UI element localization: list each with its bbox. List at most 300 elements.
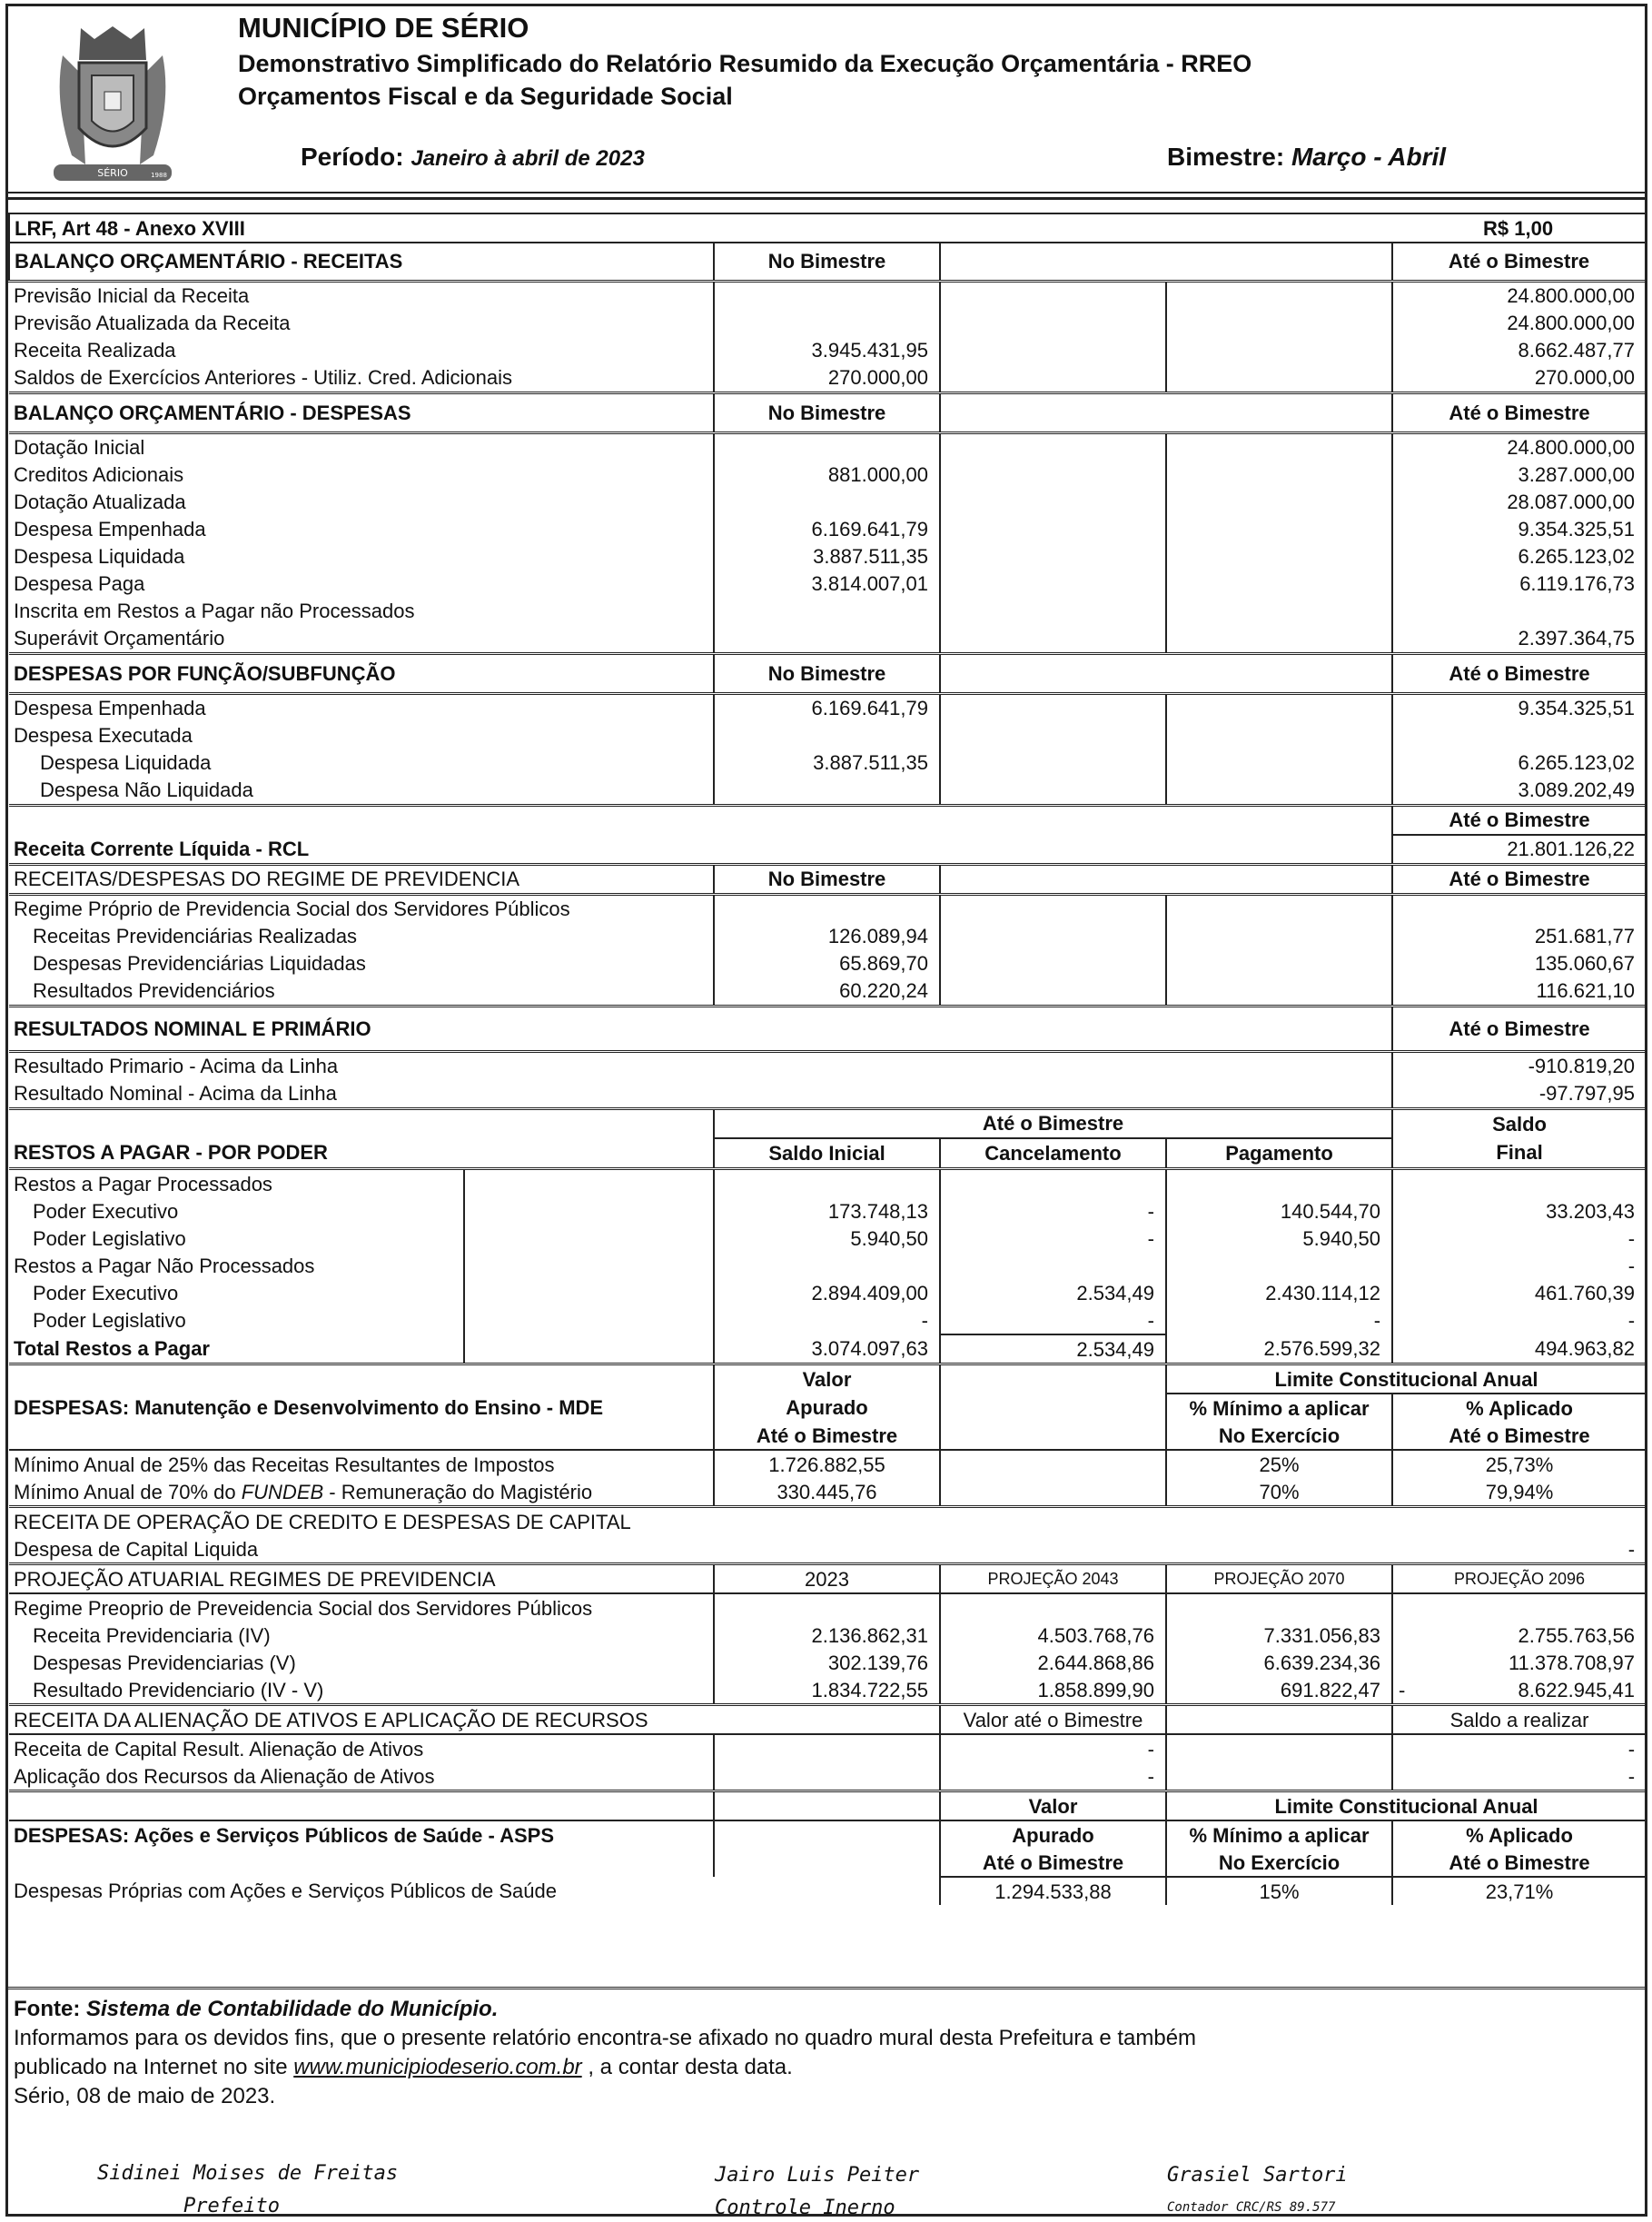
table-cell [940,653,1392,693]
table-cell: Poder Executivo [9,1197,464,1225]
table-cell [464,1306,714,1334]
table-cell [464,1197,714,1225]
table-cell [940,570,1166,598]
table-cell: 270.000,00 [714,364,940,393]
table-row [9,1535,1646,1564]
table-cell: Despesa de Capital Liquida [14,1537,259,1561]
table-cell: 270.000,00 [1534,366,1636,389]
signature-name: Grasiel Sartori [1167,2164,1348,2187]
table-row [9,598,1646,625]
table-cell: 135.060,67 [1534,952,1636,975]
table-cell: 8.662.487,77 [1518,339,1636,362]
table-cell: 6.119.176,73 [1519,572,1636,595]
table-cell [940,598,1166,625]
table-cell: 4.503.768,76 [940,1622,1166,1649]
table-cell: 1.294.533,88 [940,1877,1166,1905]
table-cell [1166,1734,1392,1762]
table-cell: Resultados Previdenciários [9,977,714,1007]
notice-line-2: publicado na Internet no site www.municipiodeserio.com.br , a contar desta data. [14,2055,793,2079]
table-cell [714,894,940,923]
table-cell: 2.894.409,00 [714,1279,940,1306]
bimestre-value: Março - Abril [1291,143,1447,171]
table-cell: Cancelamento [940,1138,1166,1169]
receitas-header [9,243,1646,281]
table-cell: 23,71% [1392,1877,1646,1905]
table-cell [464,1334,714,1364]
table-cell [940,1422,1166,1450]
asps-header-2 [9,1820,1646,1849]
table-cell [464,1225,714,1252]
table-cell: RESTOS A PAGAR - POR PODER [9,1138,714,1169]
table-cell: Mínimo Anual de 25% das Receitas Resultantes de Impostos [9,1450,714,1478]
table-cell [714,1820,940,1849]
table-cell: Resultado Nominal - Acima da Linha [9,1080,1392,1109]
table-cell [940,1450,1166,1478]
table-cell: DESPESAS: Ações e Serviços Públicos de Saúde - ASPS [9,1820,714,1849]
table-cell: Até o Bimestre [1449,1017,1590,1040]
table-cell: 6.265.123,02 [1518,545,1636,568]
table-cell [714,722,940,749]
table-cell: 9.354.325,51 [1518,518,1636,541]
table-cell [714,1791,940,1821]
table-cell: Previsão Atualizada da Receita [9,310,714,337]
table-row [9,1051,1646,1080]
table-cell: 24.800.000,00 [1507,436,1636,459]
table-cell: Poder Legislativo [9,1225,464,1252]
table-row [9,625,1646,654]
table-cell [940,977,1166,1007]
table-cell [940,1394,1166,1422]
table-cell: Restos a Pagar Processados [9,1169,464,1198]
table-cell: 3.887.511,35 [714,749,940,777]
table-cell [940,749,1166,777]
table-cell: - [940,1197,1166,1225]
table-row [9,1225,1646,1252]
table-cell [940,722,1166,749]
table-cell [1166,1593,1392,1622]
table-cell [714,1252,940,1279]
website-link[interactable]: www.municipiodeserio.com.br [293,2055,582,2079]
table-cell [1166,461,1392,489]
table-cell: 24.800.000,00 [1507,284,1636,307]
table-cell: Despesas Previdenciárias Liquidadas [9,950,714,977]
signature-name: Sidinei Moises de Freitas [97,2162,399,2185]
table-cell: Até o Bimestre [1449,1423,1590,1447]
table-cell: 330.445,76 [714,1478,940,1507]
table-cell: 6.169.641,79 [714,693,940,722]
table-cell [1166,722,1392,749]
svg-text:1988: 1988 [151,172,167,179]
table-cell: 5.940,50 [714,1225,940,1252]
table-cell: No Bimestre [714,392,940,432]
table-cell: 6.265.123,02 [1518,751,1636,774]
table-cell: Valor [940,1791,1166,1821]
table-cell [940,1478,1166,1507]
table-cell: PROJEÇÃO ATUARIAL REGIMES DE PREVIDENCIA [9,1564,714,1594]
table-cell: 461.760,39 [1534,1281,1636,1304]
table-cell: 2.534,49 [940,1279,1166,1306]
receitas-title: BALANÇO ORÇAMENTÁRIO - RECEITAS [9,243,714,281]
table-cell: % Aplicado [1466,1396,1573,1420]
table-cell: Despesa Paga [9,570,714,598]
table-cell: Poder Executivo [9,1279,464,1306]
municipal-crest-logo [45,19,181,192]
mde-header-2 [9,1394,1646,1422]
table-row [9,777,1646,806]
table-row [9,1762,1646,1791]
table-cell: 1.834.722,55 [714,1676,940,1705]
table-cell [714,1593,940,1622]
signature-role: Contador CRC/RS 89.577 [1167,2200,1336,2215]
table-cell: 881.000,00 [714,461,940,489]
table-row [9,1649,1646,1676]
table-cell: 126.089,94 [714,923,940,950]
table-cell: 15% [1166,1877,1392,1905]
table-cell: Dotação Atualizada [9,489,714,516]
table-cell: Limite Constitucional Anual [1274,1794,1538,1818]
table-cell: 6.169.641,79 [714,516,940,543]
table-cell: Superávit Orçamentário [9,625,714,654]
table-cell: 3.089.202,49 [1518,779,1636,801]
table-cell: 2023 [714,1564,940,1594]
table-cell [1166,1169,1392,1198]
table-cell: 5.940,50 [1166,1225,1392,1252]
table-cell [1166,516,1392,543]
table-cell [1166,310,1392,337]
table-cell: Creditos Adicionais [9,461,714,489]
table-cell: - [940,1306,1166,1334]
table-cell [464,1252,714,1279]
table-row [9,950,1646,977]
table-cell: Apurado [714,1394,940,1422]
mde-header-1 [9,1364,1646,1394]
credito-header [9,1507,1646,1536]
table-cell: PROJEÇÃO 2070 [1166,1564,1392,1594]
rcl-row [9,835,1646,865]
table-cell: Receita de Capital Result. Alienação de Ativos [9,1734,714,1762]
table-cell [714,432,940,461]
table-cell: - 8.622.945,41 [1399,1678,1636,1701]
table-cell [714,1849,940,1877]
table-cell: Despesas Próprias com Ações e Serviços Públicos de Saúde [9,1877,940,1905]
table-cell [9,1422,714,1450]
table-cell: 2.644.868,86 [940,1649,1166,1676]
table-cell: No Bimestre [714,653,940,693]
table-cell: - [1627,1764,1636,1788]
table-cell: Saldo a realizar [1449,1708,1589,1731]
table-row [9,1734,1646,1762]
report-header [8,6,1645,200]
table-cell [940,923,1166,950]
table-row [9,1306,1646,1334]
table-cell: No Exercício [1166,1422,1392,1450]
table-cell [714,625,940,654]
table-cell: 3.074.097,63 [714,1334,940,1364]
table-cell [1392,722,1646,749]
table-cell: 1.726.882,55 [714,1450,940,1478]
table-row [9,1877,1646,1905]
table-cell [1392,1169,1646,1198]
source-line: Fonte: Sistema de Contabilidade do Município. [14,1997,499,2021]
table-cell [1166,570,1392,598]
table-cell [940,364,1166,393]
table-cell: Resultado Previdenciario (IV - V) [9,1676,714,1705]
report-footer [8,1987,1645,2217]
table-cell [9,1849,714,1877]
table-row [9,543,1646,570]
table-cell: - [1627,1254,1636,1277]
table-cell [940,281,1166,310]
table-cell: 3.945.431,95 [714,337,940,364]
table-cell: 2.576.599,32 [1166,1334,1392,1364]
table-cell: 6.639.234,36 [1166,1649,1392,1676]
table-cell [940,516,1166,543]
table-cell: - [940,1762,1166,1791]
table-cell: 2.755.763,56 [1518,1623,1636,1647]
table-cell: RESULTADOS NOMINAL E PRIMÁRIO [9,1006,1392,1051]
restos-header-top [9,1108,1646,1138]
table-cell [9,1791,714,1821]
table-cell: 28.087.000,00 [1507,491,1636,513]
table-row [9,1279,1646,1306]
table-row [9,1622,1646,1649]
table-cell: Dotação Inicial [9,432,714,461]
table-cell: DESPESAS POR FUNÇÃO/SUBFUNÇÃO [9,653,714,693]
table-cell: Restos a Pagar Não Processados [9,1252,464,1279]
resultados-header [9,1006,1646,1051]
table-cell: Até o Bimestre [1449,868,1590,890]
table-cell: - [1627,1737,1636,1761]
asps-header-3 [9,1849,1646,1877]
table-cell: PROJEÇÃO 2096 [1453,1569,1586,1588]
table-cell [714,1169,940,1198]
table-row [9,1334,1646,1364]
period-value: Janeiro à abril de 2023 [411,146,645,171]
table-row [9,516,1646,543]
table-cell: Despesa Liquidada [9,543,714,570]
table-cell: 24.800.000,00 [1507,312,1636,334]
table-cell: 2.534,49 [940,1334,1166,1364]
table-cell [1392,1593,1646,1622]
table-cell [1166,598,1392,625]
signature-name: Jairo Luis Peiter [715,2164,920,2187]
table-row [9,310,1646,337]
table-cell: 1.858.899,90 [940,1676,1166,1705]
table-cell: -97.797,95 [1538,1082,1636,1105]
table-cell [1166,693,1392,722]
table-cell [1166,1705,1392,1735]
table-row [9,337,1646,364]
table-row [9,1676,1646,1705]
table-cell: Receitas Previdenciárias Realizadas [9,923,714,950]
table-cell [9,1364,714,1394]
table-cell: 2.397.364,75 [1518,627,1636,650]
table-cell [714,1762,940,1791]
table-cell: 302.139,76 [714,1649,940,1676]
alienacao-header [9,1705,1646,1735]
table-cell [940,864,1392,894]
col-no-bimestre: No Bimestre [714,243,940,281]
table-row [9,693,1646,722]
table-cell: Despesas Previdenciarias (V) [9,1649,714,1676]
table-cell [940,310,1166,337]
table-cell: Resultado Primario - Acima da Linha [9,1051,1392,1080]
table-row [9,1450,1646,1478]
table-cell: % Mínimo a aplicar [1166,1820,1392,1849]
table-cell: Despesa Empenhada [9,693,714,722]
municipality-title: MUNICÍPIO DE SÉRIO [238,12,529,44]
table-cell: Total Restos a Pagar [9,1334,464,1364]
table-cell: Até o Bimestre [714,1422,940,1450]
report-subtitle-2: Orçamentos Fiscal e da Seguridade Social [238,83,733,110]
table-cell: Valor [714,1364,940,1394]
table-cell: Valor até o Bimestre [940,1705,1166,1735]
table-cell: - [1627,1226,1636,1250]
table-cell [940,432,1166,461]
notice-line-1: Informamos para os devidos fins, que o presente relatório encontra-se afixado no quadro mural desta Prefeitura e também [14,2026,1197,2050]
table-cell: BALANÇO ORÇAMENTÁRIO - DESPESAS [9,392,714,432]
table-cell [940,693,1166,722]
table-cell [1166,777,1392,806]
report-page [5,4,1647,2217]
table-cell: 25% [1166,1450,1392,1478]
signature-role: Prefeito [183,2195,280,2217]
table-cell [940,243,1392,281]
table-cell [1166,489,1392,516]
table-cell: Saldos de Exercícios Anteriores - Utiliz. Cred. Adicionais [9,364,714,393]
table-cell: % Mínimo a aplicar [1166,1394,1392,1422]
table-cell: Saldo Inicial [714,1138,940,1169]
signature-role: Controle Inerno [715,2197,895,2219]
table-cell: Despesa Executada [9,722,714,749]
rreo-table [8,213,1647,1905]
table-cell: 11.378.708,97 [1508,1651,1636,1674]
table-cell: 33.203,43 [1546,1199,1636,1223]
table-row [9,1593,1646,1622]
table-cell: Saldo [1492,1112,1547,1136]
table-cell: -910.819,20 [1528,1055,1636,1077]
table-cell [1392,598,1646,625]
table-cell [1166,337,1392,364]
table-cell: 21.801.126,22 [1392,835,1646,865]
table-row [9,364,1646,393]
table-cell: - [940,1734,1166,1762]
table-row [9,1252,1646,1279]
table-cell [1166,977,1392,1007]
table-row [9,894,1646,923]
table-cell: 60.220,24 [714,977,940,1007]
table-cell: - [714,1306,940,1334]
table-cell [714,1734,940,1762]
table-cell [1166,364,1392,393]
table-cell: Até o Bimestre [940,1849,1166,1877]
table-row [9,489,1646,516]
table-cell [940,950,1166,977]
table-cell [940,337,1166,364]
table-cell: Poder Legislativo [9,1306,464,1334]
table-cell: Aplicação dos Recursos da Alienação de Ativos [9,1762,714,1791]
restos-header [9,1138,1646,1169]
table-cell: Pagamento [1166,1138,1392,1169]
table-cell [940,392,1392,432]
table-cell: 7.331.056,83 [1166,1622,1392,1649]
table-cell: Despesa Empenhada [9,516,714,543]
table-cell [940,543,1166,570]
table-cell: RECEITA DE OPERAÇÃO DE CREDITO E DESPESAS DE CAPITAL [14,1510,631,1533]
table-cell [940,489,1166,516]
table-cell [714,310,940,337]
table-cell: 70% [1166,1478,1392,1507]
table-row [9,977,1646,1007]
table-cell: Receita Previdenciaria (IV) [9,1622,714,1649]
table-cell: 79,94% [1485,1480,1554,1503]
table-row [9,749,1646,777]
annex-label: LRF, Art 48 - Anexo XVIII [15,216,245,240]
mde-header-3 [9,1422,1646,1450]
table-cell: 9.354.325,51 [1518,697,1636,719]
table-row [9,281,1646,310]
table-row [9,1478,1646,1507]
bimestre: Bimestre: Março - Abril [1167,143,1447,171]
table-cell [464,1169,714,1198]
table-cell: Regime Preoprio de Preveidencia Social dos Servidores Públicos [9,1593,714,1622]
table-cell: - [1627,1537,1636,1561]
table-cell: No Exercício [1166,1849,1392,1877]
table-cell [714,777,940,806]
table-cell: Final [1496,1141,1543,1165]
table-cell [714,281,940,310]
table-cell: 65.869,70 [714,950,940,977]
previdencia-header [9,864,1646,894]
table-cell [1166,894,1392,923]
table-cell: 494.963,82 [1534,1337,1636,1360]
table-cell [1166,432,1392,461]
table-cell: 25,73% [1485,1453,1554,1476]
table-cell: Até o Bimestre [714,1108,1392,1138]
table-cell [714,489,940,516]
period: Período: Janeiro à abril de 2023 [301,143,645,171]
table-cell [1392,894,1646,923]
table-cell: 3.814.007,01 [714,570,940,598]
table-cell [464,1279,714,1306]
table-cell: PROJEÇÃO 2043 [940,1564,1166,1594]
table-cell: 140.544,70 [1166,1197,1392,1225]
projecao-header [9,1564,1646,1594]
table-cell: No Bimestre [714,864,940,894]
table-cell [1166,923,1392,950]
table-cell [1166,1762,1392,1791]
despesas-header [9,392,1646,432]
table-cell [9,805,1392,835]
table-cell [9,1108,714,1138]
report-subtitle: Demonstrativo Simplificado do Relatório Resumido da Execução Orçamentária - RREO [238,50,1252,77]
table-cell: Mínimo Anual de 70% do FUNDEB - Remuneração do Magistério [9,1478,714,1507]
table-cell: % Aplicado [1466,1823,1573,1847]
table-cell: RECEITA DA ALIENAÇÃO DE ATIVOS E APLICAÇÃO DE RECURSOS [9,1705,940,1735]
table-cell: 173.748,13 [714,1197,940,1225]
table-cell: Até o Bimestre [1449,661,1590,685]
currency-unit: R$ 1,00 [1483,216,1554,240]
table-cell [1166,950,1392,977]
table-cell [1166,1252,1392,1279]
date-line: Sério, 08 de maio de 2023. [14,2084,276,2108]
table-cell [714,598,940,625]
table-row [9,1169,1646,1198]
table-cell [1166,749,1392,777]
table-cell: Despesa Não Liquidada [9,777,714,806]
table-row [9,1197,1646,1225]
table-cell: 2.136.862,31 [714,1622,940,1649]
